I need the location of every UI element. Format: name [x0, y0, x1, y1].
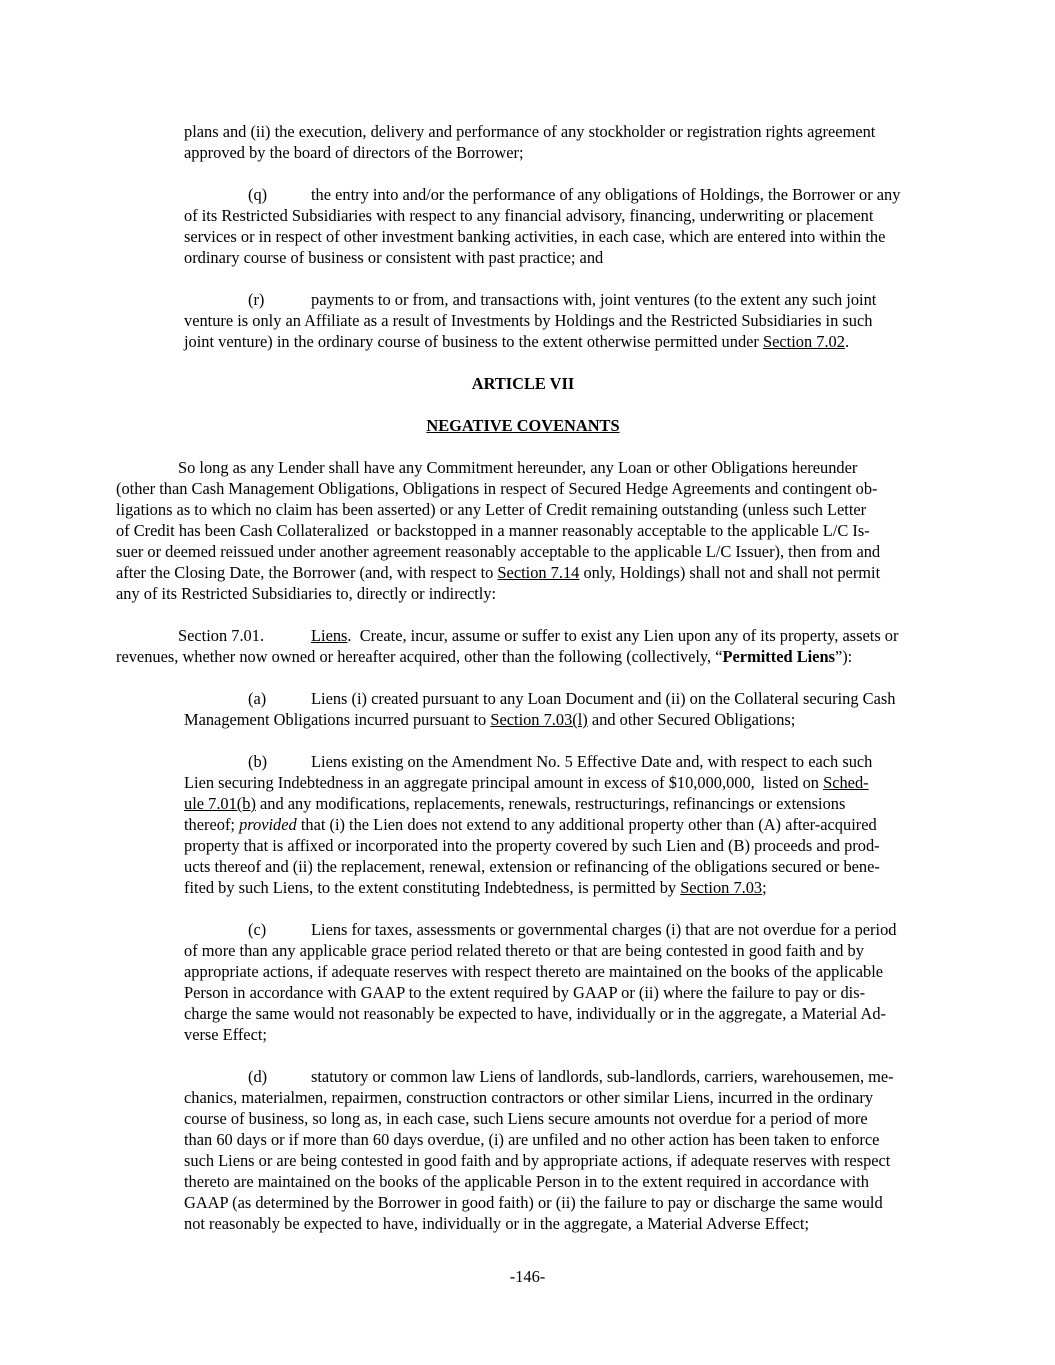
text-run: ule 7.01(b)	[184, 794, 256, 813]
item-r	[184, 289, 930, 352]
text-run: suer or deemed reissued under another agreement reasonably acceptable to the applicable L/C Issuer), then from and	[116, 542, 881, 561]
text-run: NEGATIVE COVENANTS	[426, 416, 620, 435]
text-run: course of business, so long as, in each case, such Liens secure amounts not overdue for a period of more	[184, 1109, 868, 1128]
text-run: Lien securing Indebtedness in an aggregate principal amount in excess of $10,000,000, listed on	[184, 773, 824, 792]
text-line	[116, 562, 930, 583]
text-run: that (i) the Lien does not extend to any additional property other than (A) after-acquired	[296, 815, 877, 834]
text-line	[184, 142, 930, 163]
text-line	[184, 310, 930, 331]
text-line	[184, 793, 930, 814]
text-line	[116, 499, 930, 520]
text-run: after the Closing Date, the Borrower (and, with respect to	[116, 563, 498, 582]
item-c	[184, 919, 930, 1045]
text-run: appropriate actions, if adequate reserves with respect thereto are maintained on the books of the applicable	[184, 962, 884, 981]
text-line	[184, 1024, 930, 1045]
negative-covenants-heading	[116, 415, 930, 436]
text-line	[116, 373, 930, 394]
item-d	[184, 1066, 930, 1234]
text-line	[116, 478, 930, 499]
text-line	[116, 520, 930, 541]
text-line	[184, 961, 930, 982]
text-run: and any modifications, replacements, renewals, restructurings, refinancings or extensions	[255, 794, 846, 813]
text-run: Section 7.14	[497, 563, 580, 582]
text-line	[184, 856, 930, 877]
text-line	[184, 751, 930, 772]
text-run: payments to or from, and transactions with, joint ventures (to the extent any such joint	[311, 290, 877, 309]
text-run: GAAP (as determined by the Borrower in good faith) or (ii) the failure to pay or discharge the same would	[184, 1193, 883, 1212]
text-line	[184, 919, 930, 940]
text-line	[184, 688, 930, 709]
text-line	[184, 1213, 930, 1234]
item-q	[184, 184, 930, 268]
item-d-label: (d)	[248, 1067, 268, 1086]
text-run: only, Holdings) shall not and shall not permit	[579, 563, 881, 582]
text-run: Sched-	[823, 773, 869, 792]
text-run: provided	[239, 815, 297, 834]
text-run: ARTICLE VII	[471, 374, 575, 393]
text-line	[184, 184, 930, 205]
page-number: -146-	[509, 1267, 546, 1286]
text-line	[184, 772, 930, 793]
text-run: the entry into and/or the performance of any obligations of Holdings, the Borrower or any	[311, 185, 901, 204]
item-r-label: (r)	[248, 290, 265, 309]
text-line	[184, 331, 930, 352]
text-run: Management Obligations incurred pursuant to	[184, 710, 491, 729]
text-run: approved by the board of directors of the Borrower;	[184, 143, 524, 162]
text-run: of more than any applicable grace period related thereto or that are being contested in good faith and by	[184, 941, 864, 960]
item-a	[184, 688, 930, 730]
section-7-01-paragraph-label: Section 7.01.	[178, 626, 265, 645]
text-line	[184, 982, 930, 1003]
text-run: Section 7.03	[680, 878, 763, 897]
text-line	[184, 247, 930, 268]
text-line	[184, 205, 930, 226]
text-run: statutory or common law Liens of landlords, sub-landlords, carriers, warehousemen, me-	[311, 1067, 894, 1086]
text-run: Liens (i) created pursuant to any Loan Document and (ii) on the Collateral securing Cash	[311, 689, 896, 708]
text-run: charge the same would not reasonably be expected to have, individually or in the aggregate, a Material Ad-	[184, 1004, 886, 1023]
section-7-01-paragraph	[116, 625, 930, 667]
text-line	[184, 121, 930, 142]
text-line	[184, 709, 930, 730]
text-run: such Liens or are being contested in good faith and by appropriate actions, if adequate reserves with respect	[184, 1151, 891, 1170]
intro-paragraph	[116, 457, 930, 604]
article-heading	[116, 373, 930, 394]
text-line	[184, 289, 930, 310]
text-run: joint venture) in the ordinary course of business to the extent otherwise permitted under	[184, 332, 763, 351]
text-run: Section 7.02	[762, 332, 845, 351]
text-run: verse Effect;	[184, 1025, 267, 1044]
text-run: (other than Cash Management Obligations, Obligations in respect of Secured Hedge Agreements and contingent ob-	[116, 479, 878, 498]
item-c-label: (c)	[248, 920, 267, 939]
text-run: Liens existing on the Amendment No. 5 Effective Date and, with respect to each such	[311, 752, 873, 771]
text-line	[184, 835, 930, 856]
text-line	[184, 1066, 930, 1087]
text-line	[184, 226, 930, 247]
text-run: Liens for taxes, assessments or governmental charges (i) that are not overdue for a period	[311, 920, 897, 939]
item-q-label: (q)	[248, 185, 268, 204]
text-run: ligations as to which no claim has been asserted) or any Letter of Credit remaining outstanding (unless such Letter	[116, 500, 867, 519]
text-run: chanics, materialmen, repairmen, construction contractors or other similar Liens, incurred in the ordinary	[184, 1088, 874, 1107]
text-run: Permitted Liens	[722, 647, 835, 666]
text-line	[184, 1192, 930, 1213]
text-run: not reasonably be expected to have, individually or in the aggregate, a Material Adverse Effect;	[184, 1214, 810, 1233]
document-body	[116, 121, 930, 1234]
text-line	[184, 1171, 930, 1192]
text-run: revenues, whether now owned or hereafter acquired, other than the following (collectively, “	[116, 647, 723, 666]
text-line	[184, 1108, 930, 1129]
text-run: thereto are maintained on the books of the applicable Person in to the extent required in accordance with	[184, 1172, 869, 1191]
text-run: Section 7.03(l)	[490, 710, 588, 729]
text-line	[116, 541, 930, 562]
item-b-label: (b)	[248, 752, 268, 771]
text-run: Person in accordance with GAAP to the extent required by GAAP or (ii) where the failure to pay or dis-	[184, 983, 866, 1002]
text-run: . Create, incur, assume or suffer to exist any Lien upon any of its property, assets or	[347, 626, 899, 645]
item-a-label: (a)	[248, 689, 267, 708]
text-line	[116, 583, 930, 604]
text-line	[116, 646, 930, 667]
text-line	[184, 814, 930, 835]
text-run: of Credit has been Cash Collateralized or backstopped in a manner reasonably acceptable to the applicable L/C Is-	[116, 521, 870, 540]
text-line	[116, 457, 930, 478]
text-line	[184, 940, 930, 961]
text-line	[184, 1129, 930, 1150]
text-run: thereof;	[184, 815, 240, 834]
text-run: ;	[762, 878, 767, 897]
text-run: of its Restricted Subsidiaries with respect to any financial advisory, financing, underwriting or placement	[184, 206, 874, 225]
text-run: ordinary course of business or consistent with past practice; and	[184, 248, 604, 267]
text-run: fited by such Liens, to the extent constituting Indebtedness, is permitted by	[184, 878, 681, 897]
text-run: So long as any Lender shall have any Commitment hereunder, any Loan or other Obligations hereunder	[178, 458, 858, 477]
item-b	[184, 751, 930, 898]
text-line	[184, 877, 930, 898]
text-line	[184, 1003, 930, 1024]
text-run: property that is affixed or incorporated into the property covered by such Lien and (B) proceeds and prod-	[184, 836, 880, 855]
text-run: venture is only an Affiliate as a result of Investments by Holdings and the Restricted Subsidiaries in such	[184, 311, 873, 330]
carryover-paragraph	[184, 121, 930, 163]
text-run: ucts thereof and (ii) the replacement, renewal, extension or refinancing of the obligations secured or bene-	[184, 857, 880, 876]
text-run: ”):	[834, 647, 853, 666]
text-run: services or in respect of other investment banking activities, in each case, which are entered into within the	[184, 227, 886, 246]
text-line	[184, 1150, 930, 1171]
text-line	[184, 1087, 930, 1108]
text-run: Liens	[311, 626, 348, 645]
text-run: plans and (ii) the execution, delivery and performance of any stockholder or registration rights agreement	[184, 122, 876, 141]
text-run: .	[844, 332, 850, 351]
text-run: than 60 days or if more than 60 days overdue, (i) are unfiled and no other action has been taken to enforce	[184, 1130, 880, 1149]
text-line	[116, 415, 930, 436]
text-run: any of its Restricted Subsidiaries to, directly or indirectly:	[116, 584, 497, 603]
text-run: and other Secured Obligations;	[587, 710, 796, 729]
